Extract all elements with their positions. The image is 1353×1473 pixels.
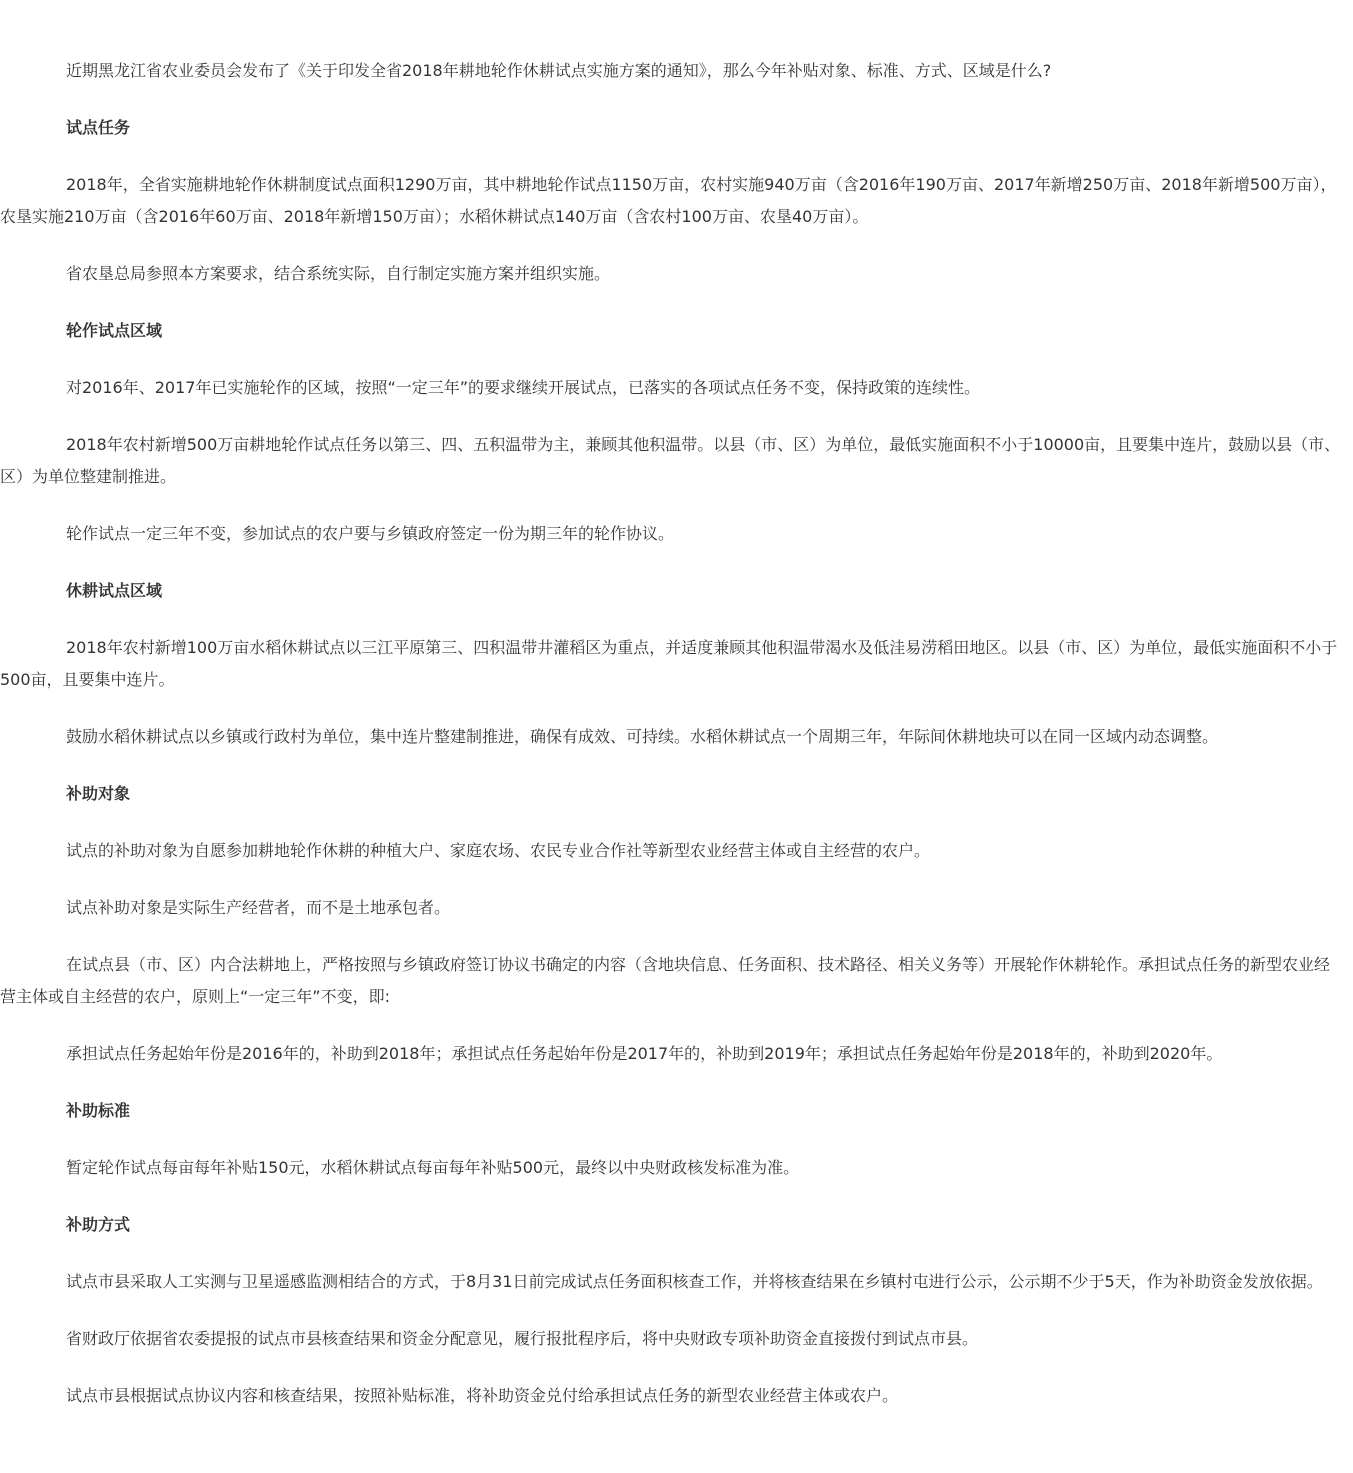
paragraph: 鼓励水稻休耕试点以乡镇或行政村为单位，集中连片整建制推进，确保有成效、可持续。水稻休耕试点一个周期三年，年际间休耕地块可以在同一区域内动态调整。	[66, 727, 1219, 746]
paragraph: 在试点县（市、区）内合法耕地上，严格按照与乡镇政府签订协议书确定的内容（含地块信息、任务面积、技术路径、相关义务等）开展轮作休耕轮作。承担试点任务的新型农业经营主体或自主经营的农户，原则上“一定三年”不变，即:	[0, 955, 1331, 1006]
paragraph: 试点市县根据试点协议内容和核查结果，按照补贴标准，将补助资金兑付给承担试点任务的新型农业经营主体或农户。	[66, 1386, 899, 1405]
paragraph: 试点的补助对象为自愿参加耕地轮作休耕的种植大户、家庭农场、农民专业合作社等新型农业经营主体或自主经营的农户。	[66, 841, 931, 860]
section-heading-fallow-area: 休耕试点区域	[66, 581, 163, 600]
paragraph: 2018年，全省实施耕地轮作休耕制度试点面积1290万亩，其中耕地轮作试点1150万亩，农村实施940万亩（含2016年190万亩、2017年新增250万亩、2018年新增500万亩），农垦实施210万亩（含2016年60万亩、2018年新增150万亩）；水稻休耕试点140万亩（含农村100万亩、农垦40万亩）。	[0, 175, 1337, 226]
paragraph: 2018年农村新增100万亩水稻休耕试点以三江平原第三、四积温带井灌稻区为重点，并适度兼顾其他积温带渴水及低洼易涝稻田地区。以县（市、区）为单位，最低实施面积不小于500亩，且要集中连片。	[0, 638, 1338, 689]
section-heading-rotation-area: 轮作试点区域	[66, 321, 163, 340]
paragraph: 2018年农村新增500万亩耕地轮作试点任务以第三、四、五积温带为主，兼顾其他积温带。以县（市、区）为单位，最低实施面积不小于10000亩，且要集中连片，鼓励以县（市、区）为单位整建制推进。	[0, 435, 1341, 486]
paragraph: 试点补助对象是实际生产经营者，而不是土地承包者。	[66, 898, 451, 917]
paragraph: 对2016年、2017年已实施轮作的区域，按照“一定三年”的要求继续开展试点，已落实的各项试点任务不变，保持政策的连续性。	[66, 378, 981, 397]
paragraph: 承担试点任务起始年份是2016年的，补助到2018年；承担试点任务起始年份是2017年的，补助到2019年；承担试点任务起始年份是2018年的，补助到2020年。	[66, 1044, 1223, 1063]
paragraph: 轮作试点一定三年不变，参加试点的农户要与乡镇政府签定一份为期三年的轮作协议。	[66, 524, 675, 543]
section-heading-pilot-tasks: 试点任务	[66, 118, 131, 137]
section-heading-subsidy-standard: 补助标准	[66, 1101, 131, 1120]
paragraph: 试点市县采取人工实测与卫星遥感监测相结合的方式，于8月31日前完成试点任务面积核查工作，并将核查结果在乡镇村屯进行公示，公示期不少于5天，作为补助资金发放依据。	[66, 1272, 1323, 1291]
section-heading-subsidy-target: 补助对象	[66, 784, 131, 803]
intro-paragraph: 近期黑龙江省农业委员会发布了《关于印发全省2018年耕地轮作休耕试点实施方案的通知》，那么今年补贴对象、标准、方式、区域是什么?	[66, 61, 1052, 80]
paragraph: 省农垦总局参照本方案要求，结合系统实际，自行制定实施方案并组织实施。	[66, 264, 611, 283]
paragraph: 暂定轮作试点每亩每年补贴150元，水稻休耕试点每亩每年补贴500元，最终以中央财政核发标准为准。	[66, 1158, 800, 1177]
section-heading-subsidy-method: 补助方式	[66, 1215, 131, 1234]
paragraph: 省财政厅依据省农委提报的试点市县核查结果和资金分配意见，履行报批程序后，将中央财政专项补助资金直接拨付到试点市县。	[66, 1329, 979, 1348]
